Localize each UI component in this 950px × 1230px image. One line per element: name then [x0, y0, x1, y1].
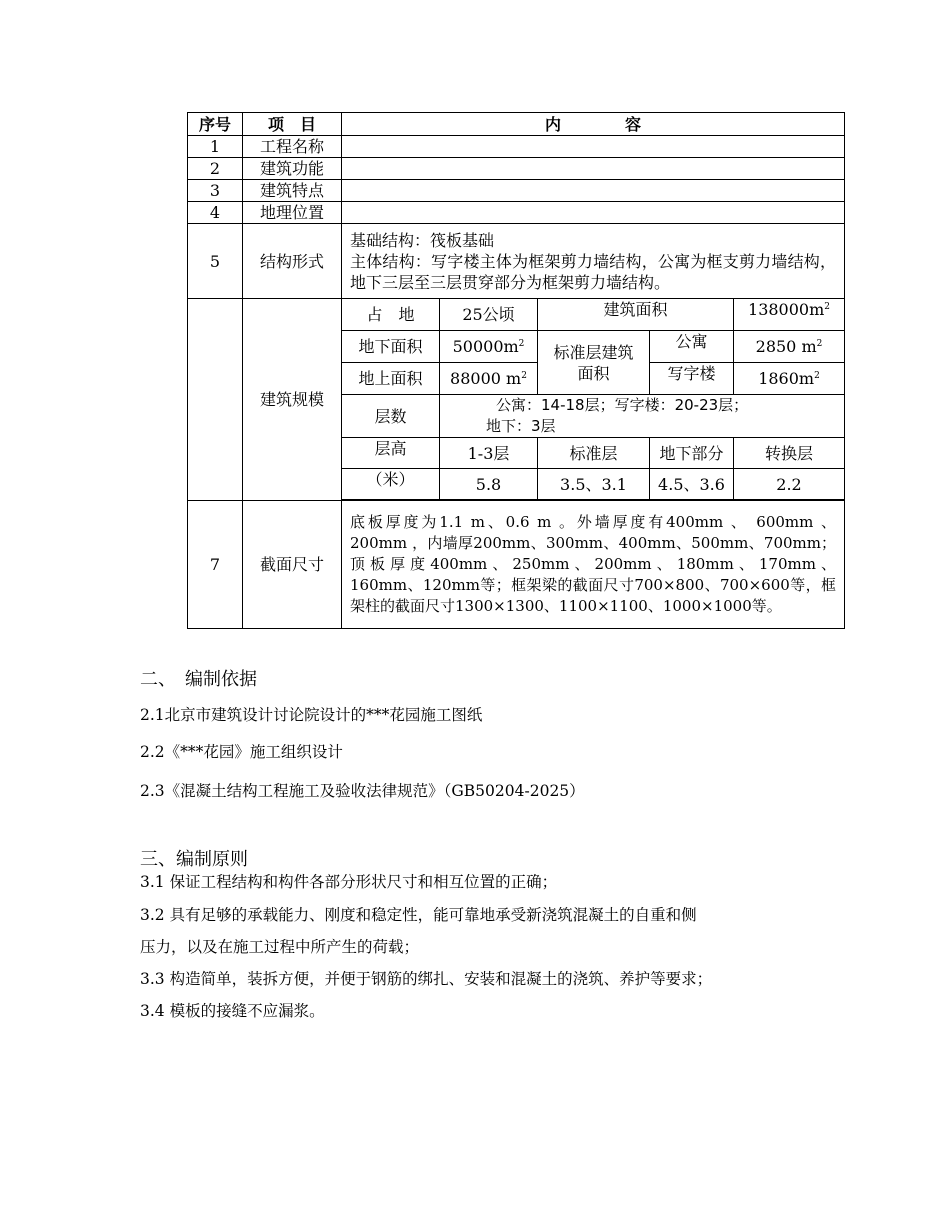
row-item: 建筑功能: [243, 158, 342, 180]
sup: 2: [518, 339, 525, 349]
above-label: 地上面积: [342, 363, 440, 395]
area-value: [734, 299, 845, 331]
below-value: [440, 331, 538, 363]
row-item: 地理位置: [243, 202, 342, 224]
principle-item: 压力，以及在施工过程中所产生的荷载；: [140, 938, 420, 956]
below-label: 地下面积: [342, 331, 440, 363]
floors-value: [440, 395, 845, 438]
row-content: [342, 202, 845, 224]
section-sizes-text: 底板厚度为1.1 m、0.6 m 。外墙厚度有400mm 、 600mm 、 200mm ，内墙厚200mm、300mm、400mm、500mm、700mm；顶板厚度400mm、250mm、200mm、180mm、170mm、160mm、120mm等；框架梁的截面尺寸700×800、700×600等，框架柱的截面尺寸1300×1300、1100×1100、1000×1000等。: [350, 513, 837, 615]
row-item: 建筑规模: [243, 299, 342, 501]
principle-item: 3.3 构造简单，装拆方便，并便于钢筋的绑扎、安装和混凝土的浇筑、养护等要求；: [140, 970, 713, 988]
height-label: 层高: [342, 438, 440, 469]
std-floor-label: 标准层建筑面积: [538, 331, 650, 395]
header-no: 序号: [188, 113, 243, 136]
main-structure: 主体结构：写字楼主体为框架剪力墙结构，公寓为框支剪力墙结构，地下三层至三层贯穿部分为框架剪力墙结构。: [350, 251, 837, 292]
table-row-structure: [188, 224, 845, 299]
section-sizes-content: [342, 501, 845, 629]
table-row: [188, 158, 845, 180]
section-3-title: 三、编制原则: [140, 849, 248, 870]
height-col: 标准层: [538, 438, 650, 469]
sup: 2: [814, 371, 820, 381]
row-no: 1: [188, 136, 243, 158]
height-col: 1-3层: [440, 438, 538, 469]
office-value: [734, 363, 845, 395]
height-col: 地下部分: [650, 438, 734, 469]
header-item: 项 目: [243, 113, 342, 136]
row-content: [342, 158, 845, 180]
row-content: [342, 180, 845, 202]
height-val: 5.8: [440, 469, 538, 500]
row-item: 工程名称: [243, 136, 342, 158]
basis-item: 2.2《***花园》施工组织设计: [140, 743, 343, 761]
area-label: 建筑面积: [538, 299, 734, 331]
above-value-text: 88000 m: [450, 369, 522, 388]
sup: 2: [816, 339, 823, 349]
table-row: [188, 180, 845, 202]
site-label: 占 地: [342, 299, 440, 331]
table-row-section: [188, 501, 845, 629]
basis-item: 2.3《混凝土结构工程施工及验收法律规范》（GB50204-2025）: [140, 782, 585, 800]
floors-line-1: 公寓：14-18层；写字楼：20-23层；: [496, 396, 749, 414]
height-col: 转换层: [734, 438, 845, 469]
row-no: 2: [188, 158, 243, 180]
row-content: [342, 136, 845, 158]
row-no: 5: [188, 224, 243, 299]
header-content: 内 容: [342, 113, 845, 136]
office-label: 写字楼: [650, 363, 734, 395]
apt-value-text: 2850 m: [755, 337, 817, 356]
row-item: 结构形式: [243, 224, 342, 299]
row-item: 建筑特点: [243, 180, 342, 202]
row-item: 截面尺寸: [243, 501, 342, 629]
principle-item: 3.2 具有足够的承载能力、刚度和稳定性，能可靠地承受新浇筑混凝土的自重和侧: [140, 906, 697, 924]
floors-line-2: 地下：3层: [486, 417, 556, 435]
area-value-text: 138000m: [748, 300, 825, 319]
principle-item: 3.4 模板的接缝不应漏浆。: [140, 1002, 325, 1020]
height-val: 4.5、3.6: [650, 469, 734, 500]
row-no: 7: [188, 501, 243, 629]
height-val: 2.2: [734, 469, 845, 500]
floors-label: 层数: [342, 395, 440, 438]
basis-item: 2.1北京市建筑设计讨论院设计的***花园施工图纸: [140, 706, 483, 724]
row-no: 3: [188, 180, 243, 202]
principle-item: 3.1 保证工程结构和构件各部分形状尺寸和相互位置的正确；: [140, 873, 558, 891]
table-header-row: [188, 113, 845, 136]
height-val: 3.5、3.1: [538, 469, 650, 500]
scale-row-site: [188, 299, 845, 331]
table-row: [188, 136, 845, 158]
foundation-structure: 基础结构：筏板基础: [350, 230, 495, 250]
row-no-empty: [188, 299, 243, 501]
office-value-text: 1860m: [758, 369, 815, 388]
project-overview-table: [187, 112, 845, 629]
height-unit: （米）: [342, 469, 440, 500]
apt-label: 公寓: [650, 331, 734, 363]
below-value-text: 50000m: [452, 337, 519, 356]
sup: 2: [824, 302, 830, 312]
section-2-title: 二、 编制依据: [140, 669, 257, 690]
above-value: [440, 363, 538, 395]
row-no: 4: [188, 202, 243, 224]
table-row: [188, 202, 845, 224]
sup: 2: [521, 371, 527, 381]
site-value: 25公顷: [440, 299, 538, 331]
apt-value: [734, 331, 845, 363]
structure-content: [342, 224, 845, 299]
